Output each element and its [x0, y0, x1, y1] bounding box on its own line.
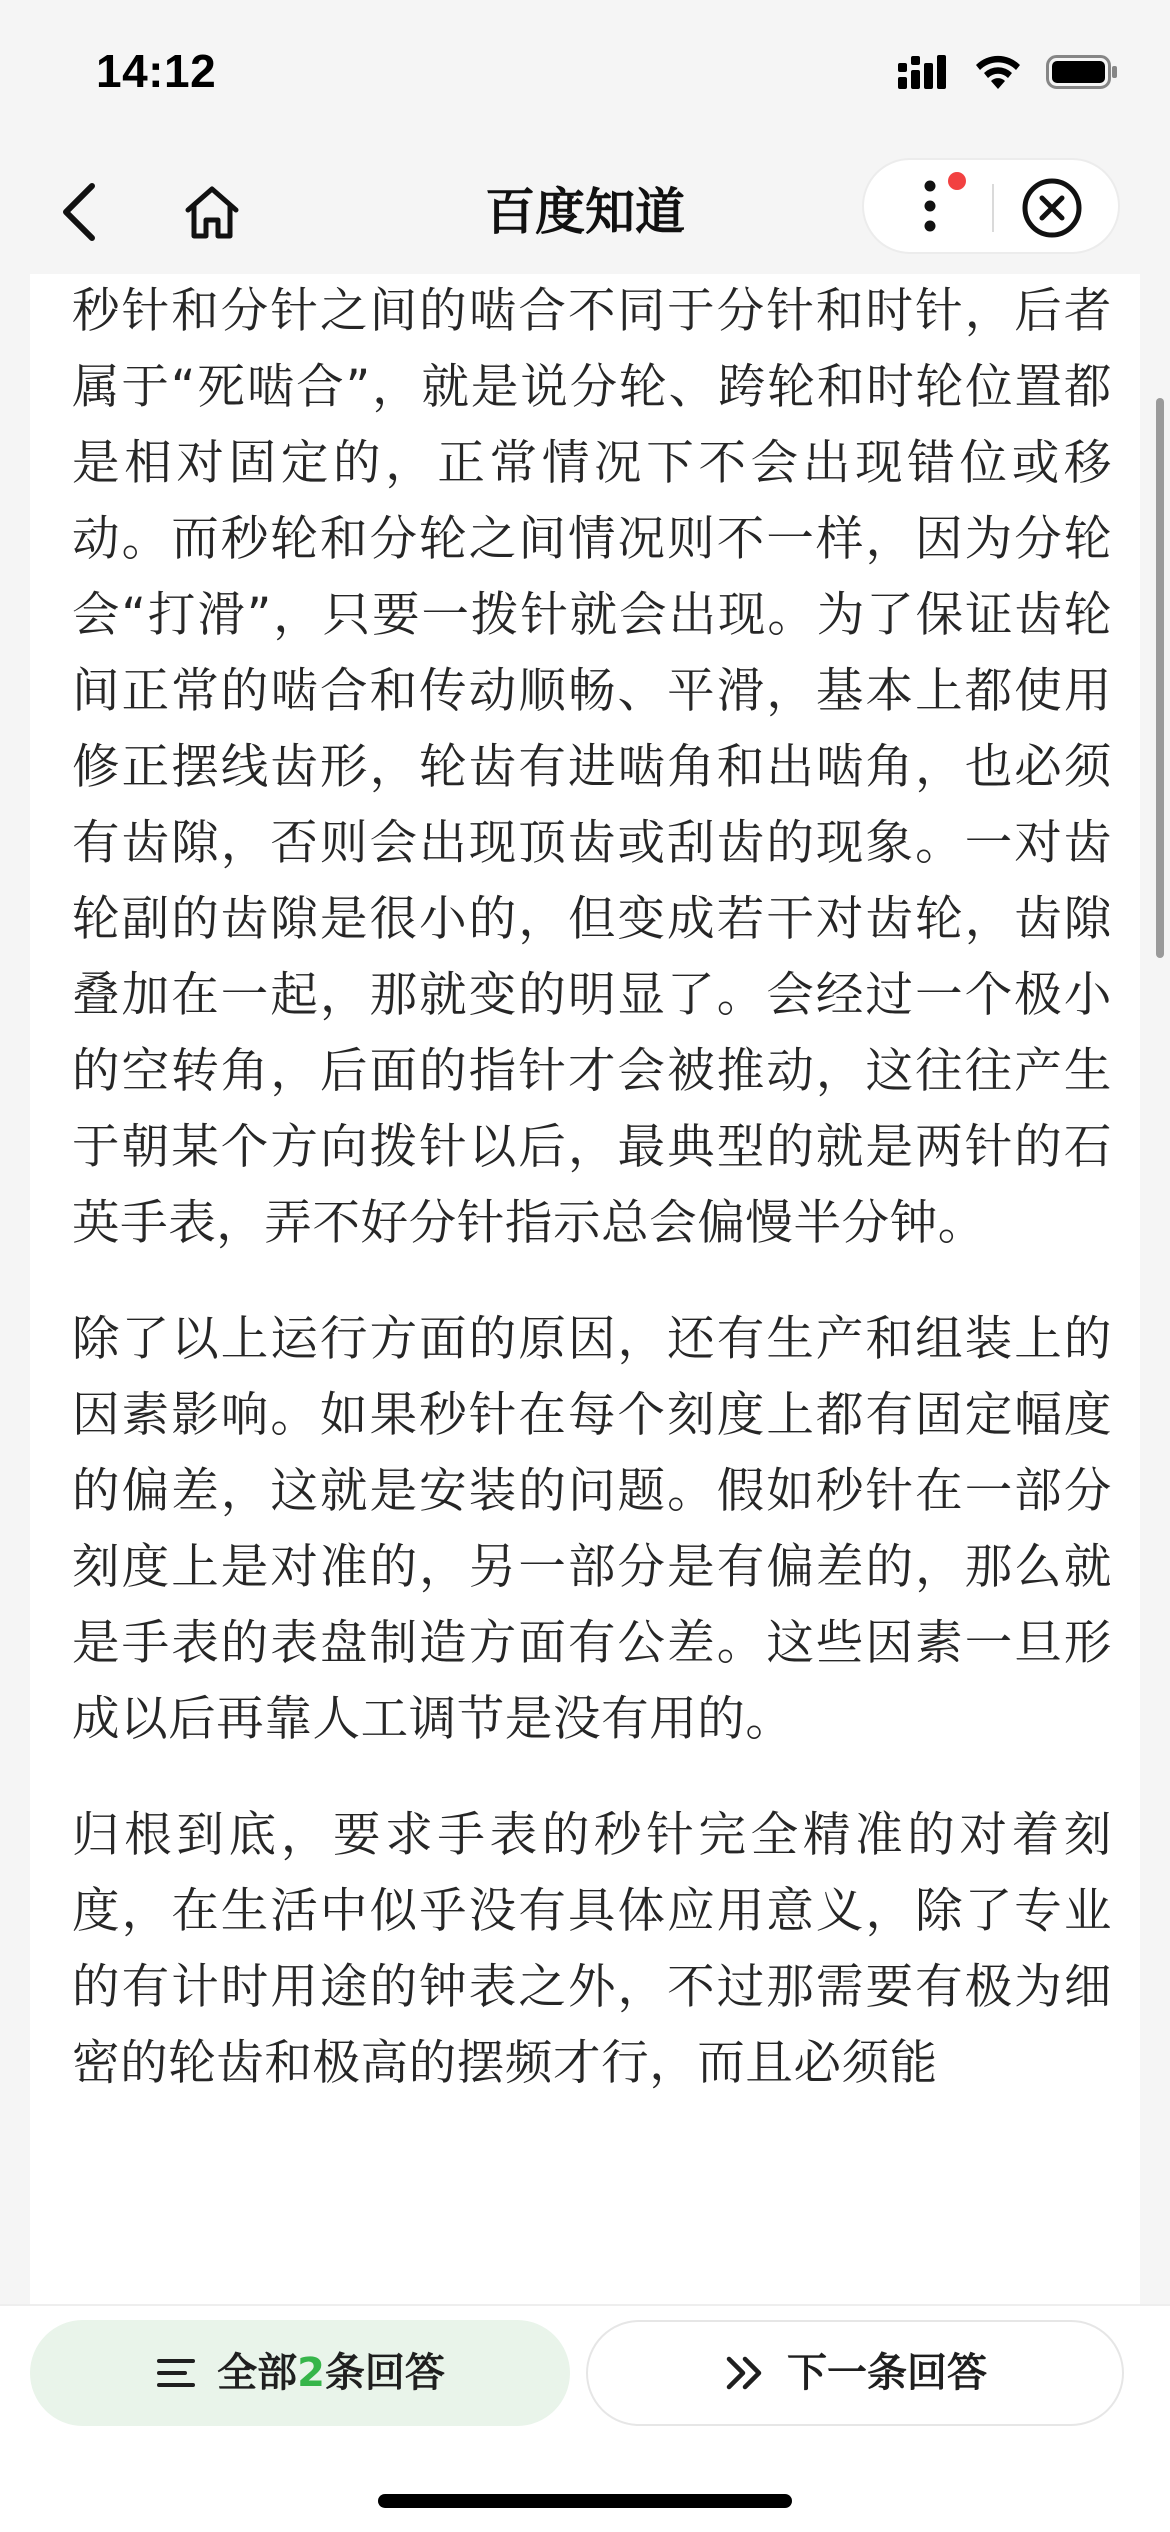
battery-icon	[1046, 55, 1118, 93]
home-icon	[182, 182, 242, 242]
back-button[interactable]	[40, 172, 120, 252]
answer-paragraph: 除了以上运行方面的原因，还有生产和组装上的因素影响。如果秒针在每个刻度上都有固定幅度的偏差，这就是安装的问题。假如秒针在一部分刻度上是对准的，另一部分是有偏差的，那么就是手表的表盘制造方面有公差。这些因素一旦形成以后再靠人工调节是没有用的。	[72, 1312, 1112, 1747]
status-time: 14:12	[96, 45, 217, 97]
scrollbar-thumb[interactable]	[1156, 398, 1164, 958]
answer-paragraph: 秒针和分针之间的啮合不同于分针和时针，后者属于“死啮合”，就是说分轮、跨轮和时轮位置都是相对固定的，正常情况下不会出现错位或移动。而秒轮和分轮之间情况则不一样，因为分轮会“打滑”，只要一拨针就会出现。为了保证齿轮间正常的啮合和传动顺畅、平滑，基本上都使用修正摆线齿形，轮齿有进啮角和出啮角，也必须有齿隙，否则会出现顶齿或刮齿的现象。一对齿轮副的齿隙是很小的，但变成若干对齿轮，齿隙叠加在一起，那就变的明显了。会经过一个极小的空转角，后面的指针才会被推动，这往往产生于朝某个方向拨针以后，最典型的就是两针的石英手表，弄不好分针指示总会偏慢半分钟。	[72, 284, 1112, 1251]
answer-count: 2	[297, 2350, 325, 2396]
next-answer-label: 下一条回答	[787, 2350, 987, 2396]
double-chevron-right-icon	[723, 2353, 767, 2393]
capsule-divider	[992, 184, 994, 232]
nav-bar	[0, 150, 1170, 274]
more-vertical-icon	[920, 176, 940, 236]
bottom-action-bar	[0, 2304, 1170, 2532]
status-icons	[898, 52, 1118, 96]
list-icon	[155, 2353, 197, 2393]
all-answers-prefix: 全部	[217, 2350, 298, 2396]
next-answer-button[interactable]	[586, 2320, 1124, 2426]
signal-icon	[898, 55, 950, 93]
status-bar	[0, 0, 1170, 150]
page-title: 百度知道	[485, 183, 685, 241]
close-circle-icon	[1020, 176, 1084, 240]
mini-program-capsule	[862, 158, 1120, 254]
chevron-left-icon	[56, 180, 104, 244]
all-answers-suffix: 条回答	[324, 2350, 445, 2396]
all-answers-button[interactable]	[30, 2320, 570, 2426]
all-answers-label	[217, 2348, 445, 2398]
close-button[interactable]	[1014, 170, 1090, 246]
notification-dot	[948, 172, 966, 190]
home-button[interactable]	[172, 172, 252, 252]
wifi-icon	[974, 55, 1022, 93]
answer-text	[72, 274, 1112, 2102]
answer-content	[30, 274, 1140, 2304]
home-indicator[interactable]	[378, 2494, 792, 2508]
answer-paragraph: 归根到底，要求手表的秒针完全精准的对着刻度，在生活中似乎没有具体应用意义，除了专业的有计时用途的钟表之外，不过那需要有极为细密的轮齿和极高的摆频才行，而且必须能	[72, 1808, 1112, 2091]
